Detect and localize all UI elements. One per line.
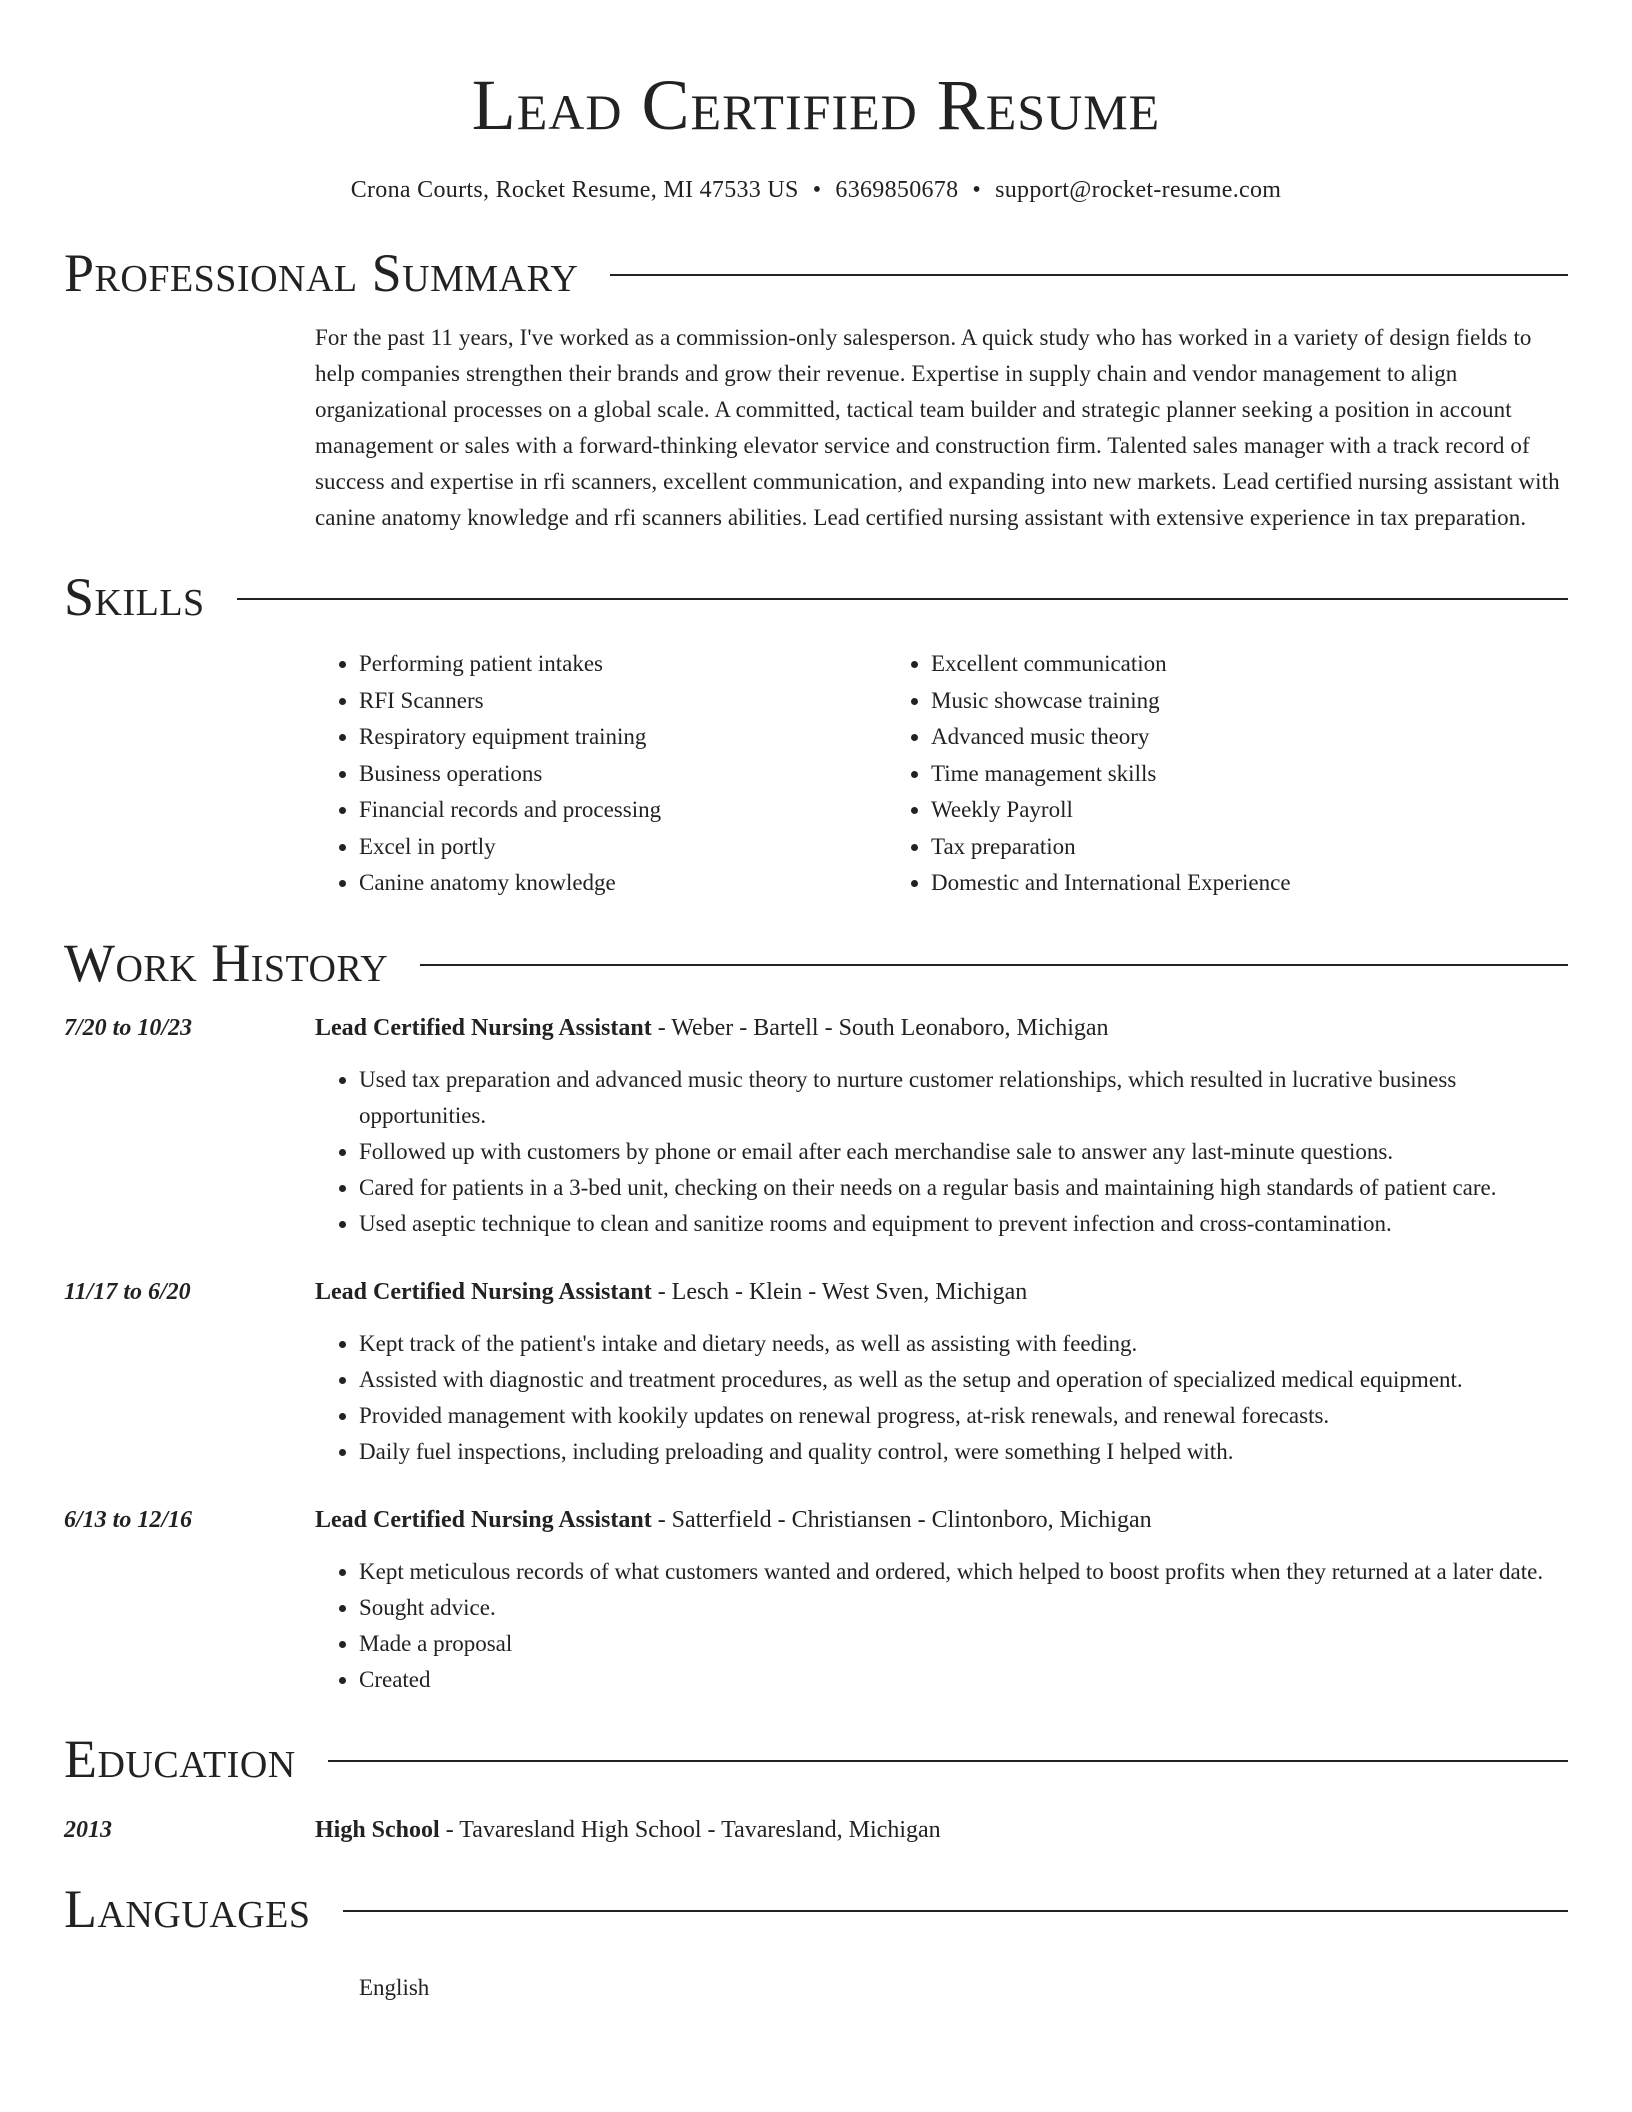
job-bullets <box>315 1326 1568 1470</box>
job-heading-text <box>315 1504 1152 1536</box>
skill-item: • Tax preparation <box>931 829 1568 866</box>
job-heading-text <box>315 1276 1027 1308</box>
job-entry <box>64 1276 1568 1470</box>
skills-heading: Skills <box>64 567 205 627</box>
section-divider <box>237 598 1568 600</box>
education-heading: Education <box>64 1728 296 1789</box>
contact-separator: • <box>972 177 982 203</box>
job-header <box>64 1012 1568 1044</box>
job-title: Lead Certified Nursing Assistant <box>315 1014 652 1041</box>
section-divider <box>328 1760 1568 1762</box>
education-year: 2013 <box>64 1816 112 1843</box>
skill-item: • Weekly Payroll <box>931 792 1568 829</box>
languages-section-header <box>64 1878 1568 1940</box>
job-bullets <box>315 1062 1568 1242</box>
resume-name: Lead Certified Resume <box>471 65 1161 145</box>
skills-column-left <box>315 646 887 902</box>
job-header <box>64 1276 1568 1308</box>
job-bullet: • Used aseptic technique to clean and sanitize rooms and equipment to prevent infection and cross-contamination. <box>359 1206 1568 1242</box>
job-entry <box>64 1504 1568 1698</box>
section-divider <box>420 964 1568 966</box>
job-title: Lead Certified Nursing Assistant <box>315 1278 652 1305</box>
education-section-header <box>64 1728 1568 1790</box>
skill-item: • Advanced music theory <box>931 719 1568 756</box>
job-bullet: • Daily fuel inspections, including preloading and quality control, were something I helped with. <box>359 1434 1568 1470</box>
summary-heading: Professional Summary <box>64 243 579 303</box>
job-header <box>64 1504 1568 1536</box>
job-bullet: • Used tax preparation and advanced music theory to nurture customer relationships, which resulted in lucrative business opportunities. <box>359 1062 1568 1134</box>
skill-item: • Business operations <box>359 756 887 793</box>
job-title: Lead Certified Nursing Assistant <box>315 1506 652 1533</box>
skill-item: • Canine anatomy knowledge <box>359 865 887 902</box>
job-bullet: • Assisted with diagnostic and treatment procedures, as well as the setup and operation of specialized medical equipment. <box>359 1362 1568 1398</box>
job-bullet: • Sought advice. <box>359 1590 1568 1626</box>
job-details: - Lesch - Klein - West Sven, Michigan <box>651 1278 1028 1305</box>
skill-item: • Time management skills <box>931 756 1568 793</box>
contact-phone: 6369850678 <box>835 177 959 203</box>
contact-email: support@rocket-resume.com <box>995 177 1282 203</box>
contact-separator: • <box>812 177 822 203</box>
job-bullet: • Cared for patients in a 3-bed unit, checking on their needs on a regular basis and maintaining high standards of patient care. <box>359 1170 1568 1206</box>
skill-item: • RFI Scanners <box>359 683 887 720</box>
job-bullet: • Made a proposal <box>359 1626 1568 1662</box>
skill-item: • Music showcase training <box>931 683 1568 720</box>
job-bullet: • Followed up with customers by phone or email after each merchandise sale to answer any last-minute questions. <box>359 1134 1568 1170</box>
education-details: - Tavaresland High School - Tavaresland, Michigan <box>439 1816 941 1843</box>
education-entry <box>64 1814 1568 1846</box>
job-dates: 6/13 to 12/16 <box>64 1506 193 1533</box>
job-bullet: • Kept meticulous records of what customers wanted and ordered, which helped to boost profits when they returned at a later date. <box>359 1554 1568 1590</box>
education-heading-text <box>315 1814 941 1846</box>
languages-list <box>315 1970 1568 2006</box>
language-item: English <box>359 1974 430 2000</box>
skills-list <box>315 646 1568 902</box>
summary-text: For the past 11 years, I've worked as a commission-only salesperson. A quick study who has worked in a variety of design fields to help companies strengthen their brands and grow their revenue. Expertise in supply chain and vendor management to align organizational processes on a global scale. A committed, tactical team builder and strategic planner seeking a position in account management or sales with a forward-thinking elevator service and construction firm. Talented sales manager with a track record of success and expertise in rfi scanners, excellent communication, and expanding into new markets. Lead certified nursing assistant with canine anatomy knowledge and rfi scanners abilities. Lead certified nursing assistant with extensive experience in tax preparation. <box>315 325 1560 530</box>
job-details: - Weber - Bartell - South Leonaboro, Michigan <box>651 1014 1109 1041</box>
skill-item: • Excellent communication <box>931 646 1568 683</box>
summary-section-header <box>64 242 1568 304</box>
job-entry <box>64 1012 1568 1242</box>
languages-heading: Languages <box>64 1878 311 1939</box>
skills-section-header <box>64 566 1568 628</box>
work-heading: Work History <box>64 932 389 993</box>
job-dates: 11/17 to 6/20 <box>64 1278 191 1305</box>
job-bullet: • Kept track of the patient's intake and dietary needs, as well as assisting with feeding. <box>359 1326 1568 1362</box>
skills-column-right <box>887 646 1568 902</box>
section-divider <box>343 1910 1569 1912</box>
job-bullet: • Provided management with kookily updates on renewal progress, at-risk renewals, and renewal forecasts. <box>359 1398 1568 1434</box>
education-degree: High School <box>315 1816 440 1843</box>
contact-address: Crona Courts, Rocket Resume, MI 47533 US <box>350 177 799 203</box>
skill-item: • Respiratory equipment training <box>359 719 887 756</box>
job-heading-text <box>315 1012 1109 1044</box>
skill-item: • Excel in portly <box>359 829 887 866</box>
skill-item: • Domestic and International Experience <box>931 865 1568 902</box>
job-bullet: • Created <box>359 1662 1568 1698</box>
skill-item: • Financial records and processing <box>359 792 887 829</box>
job-bullets <box>315 1554 1568 1698</box>
section-divider <box>610 274 1568 276</box>
skill-item: • Performing patient intakes <box>359 646 887 683</box>
work-section-header <box>64 932 1568 994</box>
contact-line <box>64 174 1568 206</box>
job-details: - Satterfield - Christiansen - Clintonboro, Michigan <box>651 1506 1152 1533</box>
job-dates: 7/20 to 10/23 <box>64 1014 193 1041</box>
